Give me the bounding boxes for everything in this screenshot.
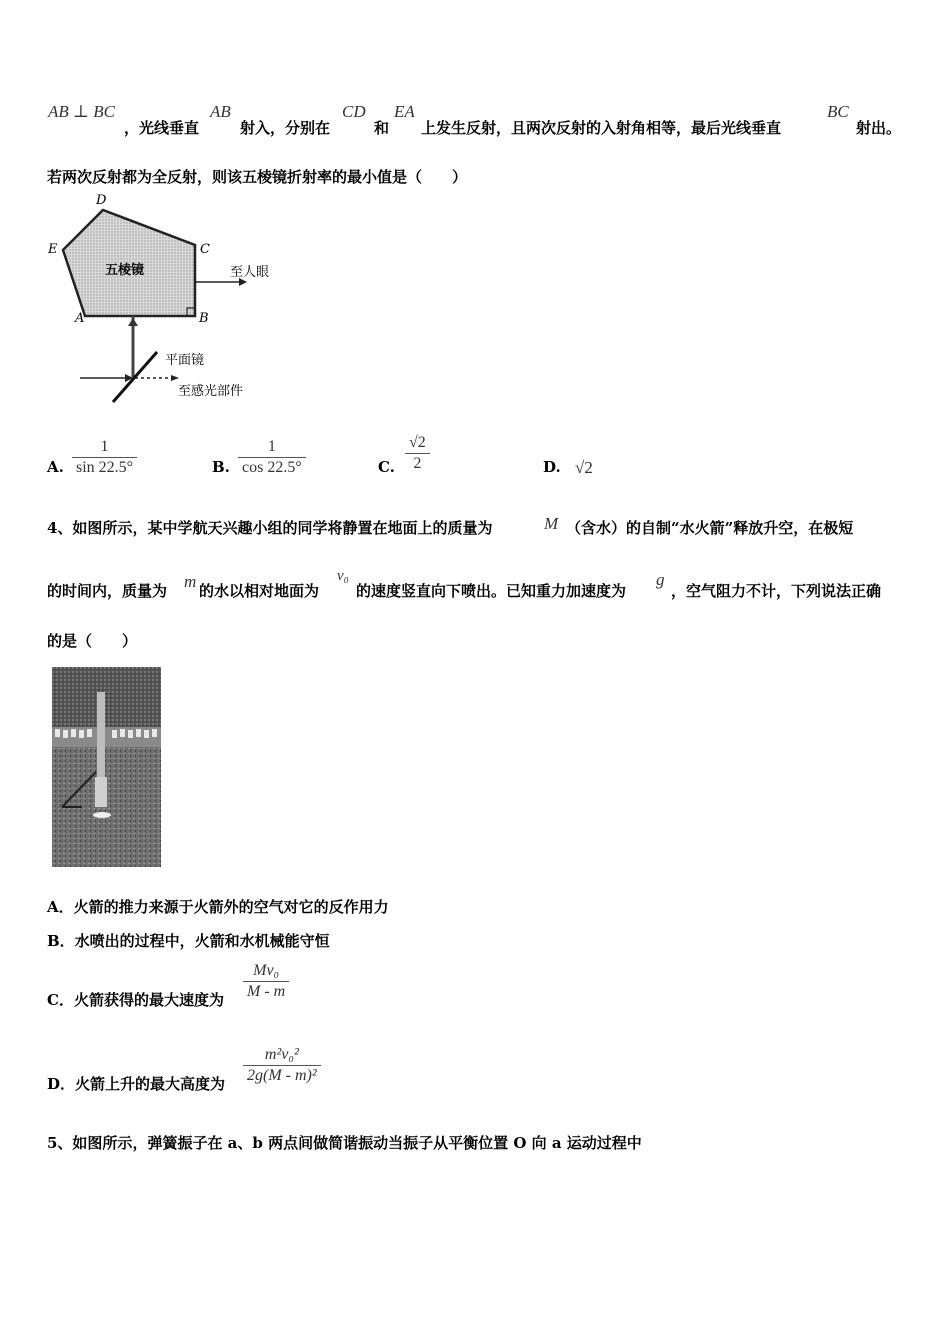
water-rocket-image: [52, 667, 161, 867]
math-ab-perp-bc: AB ⊥ BC: [48, 102, 115, 121]
pentaprism-diagram: [45, 192, 285, 407]
q3-text-2: 射入，分别在: [240, 119, 331, 137]
option-b-label: B.: [212, 458, 230, 476]
math-cd: CD: [342, 102, 366, 121]
q4-line1-a: 4、如图所示，某中学航天兴趣小组的同学将静置在地面上的质量为: [47, 519, 493, 537]
q4-line1-b: （含水）的自制“水火箭”释放升空，在极短: [566, 519, 854, 537]
q4-line3: 的是（ ）: [47, 632, 138, 650]
q4-option-d-fraction: [243, 1046, 321, 1085]
q4-option-c-numerator: Mv₀: [253, 962, 280, 979]
q5-line: 5、如图所示，弹簧振子在 a、b 两点间做简谐振动当振子从平衡位置 O 向 a 运动过程中: [47, 1134, 642, 1152]
q4-option-b: B．水喷出的过程中，火箭和水机械能守恒: [47, 932, 330, 950]
option-a-numerator: 1: [100, 438, 109, 455]
option-a-fraction: [72, 438, 137, 477]
math-ab: AB: [210, 102, 231, 121]
vertex-d: D: [96, 193, 107, 208]
water-rocket-photo: [52, 667, 161, 867]
option-c-label: C.: [378, 458, 395, 476]
vertex-a: A: [75, 311, 85, 326]
eye-label: 至人眼: [230, 265, 270, 280]
option-c-denominator: 2: [413, 455, 422, 472]
vertex-b: B: [199, 311, 209, 326]
prism-label: 五棱镜: [105, 263, 145, 278]
math-g: g: [656, 570, 665, 589]
option-a-denominator: sin 22.5°: [76, 459, 134, 476]
q4-option-d: D．火箭上升的最大高度为: [47, 1075, 226, 1093]
option-d-value: √2: [575, 458, 593, 477]
option-d-label: D.: [543, 458, 561, 476]
q4-option-a: A．火箭的推力来源于火箭外的空气对它的反作用力: [47, 898, 389, 916]
option-b-fraction: [238, 438, 306, 477]
q3-text-5: 射出。: [856, 119, 902, 137]
math-ea: EA: [394, 102, 415, 121]
option-b-numerator: 1: [267, 438, 276, 455]
q3-text-3: 和: [374, 119, 390, 137]
pentaprism-figure: [45, 192, 285, 407]
q4-option-c-fraction: [243, 962, 289, 1001]
q3-text-4: 上发生反射，且两次反射的入射角相等，最后光线垂直: [421, 119, 782, 137]
math-v0: v₀: [337, 568, 349, 584]
option-b-denominator: cos 22.5°: [242, 459, 302, 476]
math-mass-m: m: [184, 572, 197, 591]
vertex-c: C: [200, 242, 210, 257]
option-c-fraction: [405, 434, 430, 473]
q3-question-line: 若两次反射都为全反射，则该五棱镜折射率的最小值是（ ）: [47, 168, 468, 186]
mirror-label: 平面镜: [165, 353, 205, 368]
math-bc: BC: [827, 102, 849, 121]
sensor-label: 至感光部件: [178, 384, 244, 399]
option-c-numerator: √2: [409, 434, 426, 451]
plane-mirror: [113, 352, 157, 402]
q4-option-d-denominator: 2g(M - m)²: [247, 1067, 317, 1084]
q3-text-1: ，光线垂直: [124, 119, 200, 137]
q4-option-c: C．火箭获得的最大速度为: [47, 991, 224, 1009]
q4-line2-b: 的水以相对地面为: [199, 582, 320, 600]
option-a-label: A.: [47, 458, 64, 476]
q4-option-c-denominator: M - m: [247, 983, 286, 1000]
q4-line2-c: 的速度竖直向下喷出。已知重力加速度为: [356, 582, 627, 600]
vertex-e: E: [48, 242, 58, 257]
q4-option-d-numerator: m²v₀²: [264, 1046, 299, 1063]
q4-line2-a: 的时间内，质量为: [47, 582, 168, 600]
math-mass-M: M: [544, 514, 559, 533]
q4-line2-d: ，空气阻力不计，下列说法正确: [671, 582, 882, 600]
